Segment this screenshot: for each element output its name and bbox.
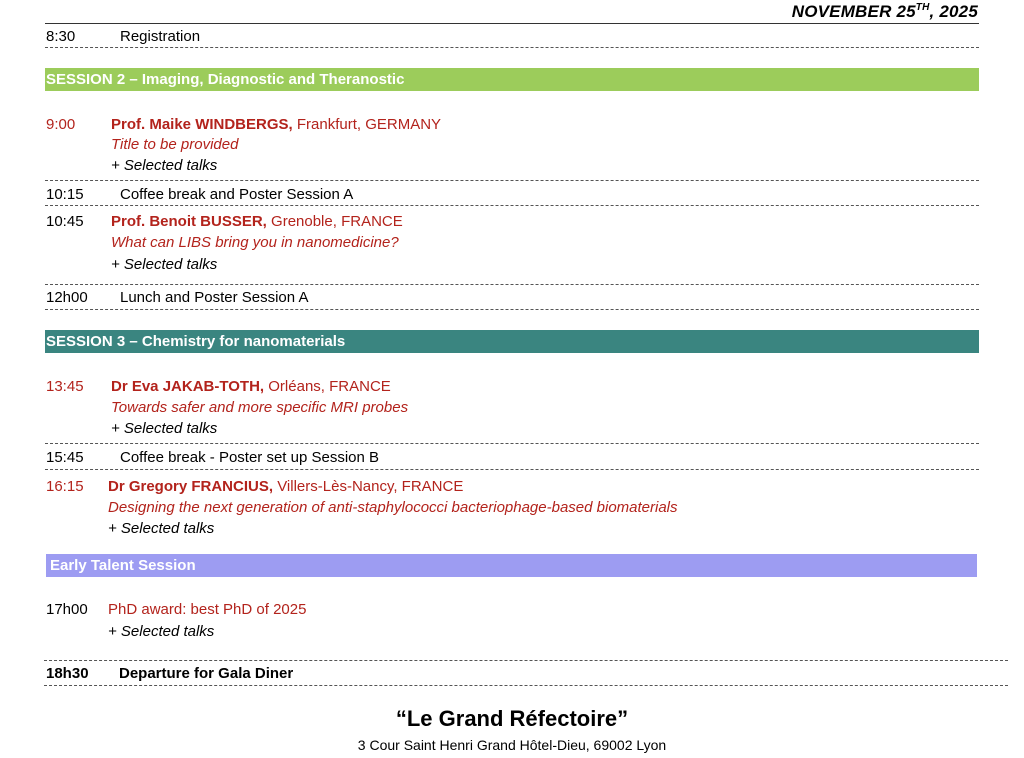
speaker-name: Prof. Maike WINDBERGS, [111,116,293,133]
talk-speaker-line [111,114,441,135]
top-divider [45,23,979,24]
registration-time: 8:30 [46,28,76,45]
talk-title: What can LIBS bring you in nanomedicine? [111,234,399,251]
venue-name: “Le Grand Réfectoire” [395,706,629,731]
talk-time: 16:15 [46,478,84,495]
divider [44,685,1008,686]
award-label: PhD award: best PhD of 2025 [108,601,307,618]
award-time: 17h00 [46,601,88,618]
talk-title: Towards safer and more specific MRI probes [111,399,409,416]
session-2-title: SESSION 2 – Imaging, Diagnostic and Theranostic [46,71,405,88]
talk-time: 9:00 [46,116,76,133]
schedule-date: NOVEMBER 25TH, 2025 [791,2,978,21]
lunch-time: 12h00 [46,289,88,306]
talk-speaker-line [108,476,463,497]
early-talent-title: Early Talent Session [50,557,196,574]
talk-time: 10:45 [46,213,84,230]
divider [45,180,979,181]
talk-time: 13:45 [46,378,84,395]
speaker-location: Villers-Lès-Nancy, FRANCE [273,478,464,495]
speaker-name: Dr Gregory FRANCIUS, [108,478,274,495]
venue-address: 3 Cour Saint Henri Grand Hôtel-Dieu, 69002 Lyon [357,737,667,753]
divider [45,205,979,206]
speaker-name: Dr Eva JAKAB-TOTH, [111,378,265,395]
divider [44,660,1008,661]
lunch-label: Lunch and Poster Session A [120,289,309,306]
selected-talks: + Selected talks [111,157,218,174]
selected-talks: + Selected talks [111,420,218,437]
departure-label: Departure for Gala Diner [119,665,294,682]
break-label: Coffee break - Poster set up Session B [120,449,380,466]
selected-talks: + Selected talks [111,256,218,273]
talk-title: Title to be provided [111,136,239,153]
speaker-location: Frankfurt, GERMANY [292,116,442,133]
selected-talks: + Selected talks [108,520,215,537]
session-3-title: SESSION 3 – Chemistry for nanomaterials [46,333,346,350]
session-3-header [45,330,979,353]
divider [45,47,979,48]
speaker-location: Grenoble, FRANCE [266,213,403,230]
session-2-header [45,68,979,91]
divider [45,469,979,470]
break-time: 10:15 [46,186,84,203]
divider [45,443,979,444]
talk-title: Designing the next generation of anti-staphylococci bacteriophage-based biomaterials [108,499,678,516]
early-talent-header [46,554,977,577]
divider [45,284,979,285]
divider [45,309,979,310]
selected-talks: + Selected talks [108,623,215,640]
speaker-location: Orléans, FRANCE [264,378,391,395]
break-time: 15:45 [46,449,84,466]
registration-label: Registration [120,28,201,45]
departure-time: 18h30 [46,665,89,682]
talk-speaker-line [111,211,403,232]
speaker-name: Prof. Benoit BUSSER, [111,213,267,230]
break-label: Coffee break and Poster Session A [120,186,354,203]
talk-speaker-line [111,376,391,397]
